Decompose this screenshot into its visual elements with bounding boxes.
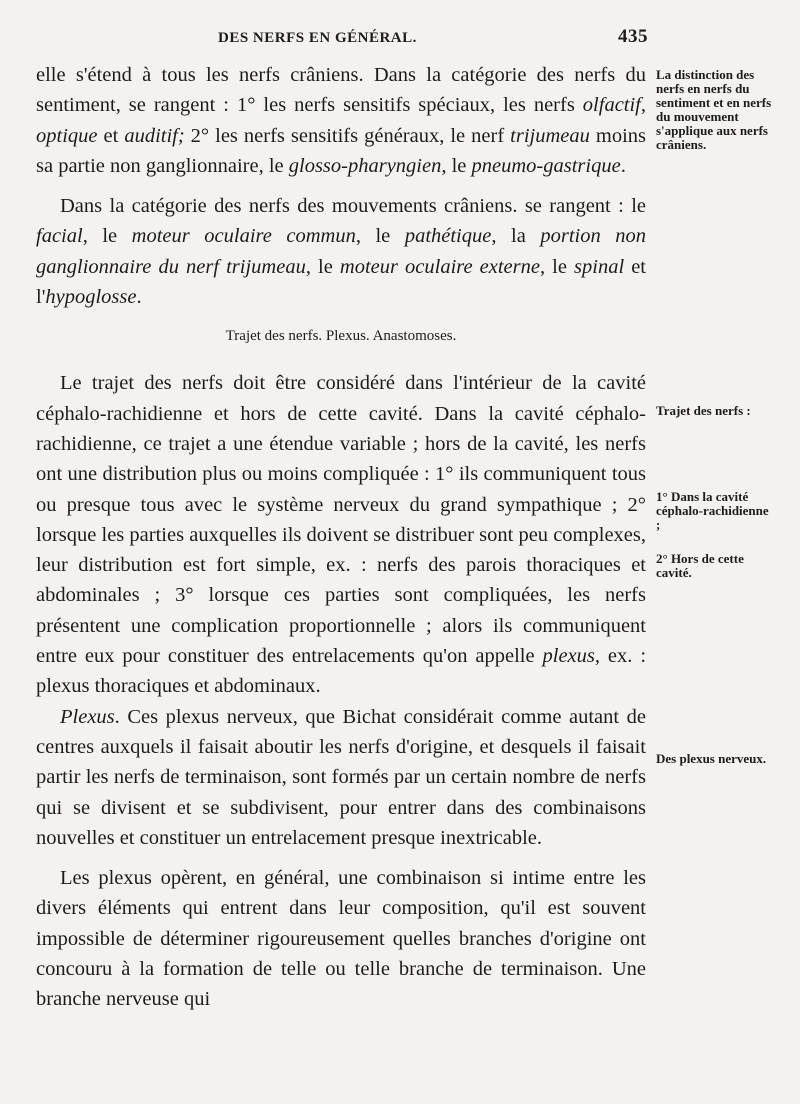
side-note-trajet: Trajet des nerfs : <box>656 403 751 418</box>
text-run: . <box>136 286 142 309</box>
italic-term: auditif; <box>124 124 185 147</box>
text-run: et <box>97 124 125 147</box>
page-number: 435 <box>618 26 648 47</box>
italic-term: facial <box>36 225 83 248</box>
paragraph-nerfs-sentiment <box>36 60 646 181</box>
running-header-title: DES NERFS EN GÉNÉRAL. <box>218 30 417 46</box>
italic-term: pneumo-gastrique <box>471 154 621 177</box>
text-run: , le <box>305 255 340 278</box>
text-run: , ex. : plexus thoraciques et abdominaux. <box>36 645 647 698</box>
italic-term: pathétique <box>404 225 492 248</box>
text-run: , le <box>441 154 472 177</box>
italic-term: moteur oculaire commun <box>131 225 356 248</box>
italic-term: trijumeau <box>510 124 590 147</box>
main-text <box>36 60 646 1015</box>
text-run: , la <box>491 225 541 248</box>
running-header <box>218 26 648 47</box>
side-note-plexus: Des plexus nerveux. <box>656 751 767 766</box>
text-run: , le <box>355 225 405 248</box>
italic-term: portion non ganglionnaire du nerf trijumeau <box>36 225 646 278</box>
text-run: Dans la catégorie des nerfs des mouvements crâniens. se rangent : le <box>60 195 646 218</box>
paragraph-nerfs-mouvements <box>36 191 646 312</box>
italic-term: hypoglosse <box>45 286 137 309</box>
italic-term: spinal <box>574 255 625 278</box>
paragraph-combinaison <box>36 863 646 1014</box>
text-run: moins sa partie non ganglionnaire, le <box>36 124 646 177</box>
text-run: Les plexus opèrent, en général, une combinaison si intime entre les divers éléments qui entrent dans leur composition, qu'il est souvent impossible de déterminer rigoureusement quelles branches d'origine ont concouru à la formation de telle ou telle branche de terminaison. Une branche nerveuse qui <box>36 867 646 1011</box>
text-run: . Ces plexus nerveux, que Bichat considérait comme autant de centres auxquels il faisait aboutir les nerfs d'origine, et desquels il faisait partir les nerfs de terminaison, sont formés par un certain nombre de nerfs qui se divisent et se subdivisent, pour entrer dans des combinaisons nouvelles et constituer un entrelacement presque inextricable. <box>36 705 646 849</box>
section-title: Trajet des nerfs. Plexus. Anastomoses. <box>225 328 457 345</box>
text-run: . <box>620 154 626 177</box>
text-run: elle s'étend à tous les nerfs crâniens. Dans la catégorie des nerfs du sentiment, se rangent : 1° les nerfs sensitifs spéciaux, les nerfs <box>36 64 646 117</box>
text-run: , le <box>539 255 575 278</box>
text-run: 2° les nerfs sensitifs généraux, le nerf <box>184 124 511 147</box>
italic-term: glosso-pharyngien <box>288 154 442 177</box>
side-note-cavite-interieur: 1° Dans la cavité céphalo-rachidienne ; <box>656 489 769 532</box>
paragraph-plexus <box>36 702 646 853</box>
side-note-distinction: La distinction des nerfs en nerfs du sentiment et en nerfs du mouvement s'applique aux nerfs crâniens. <box>656 67 772 152</box>
italic-term: plexus <box>542 645 595 668</box>
paragraph-trajet <box>36 368 646 701</box>
side-note-cavite-exterieur: 2° Hors de cette cavité. <box>656 551 744 580</box>
text-run: et l' <box>36 255 646 309</box>
text-run: Le trajet des nerfs doit être considéré dans l'intérieur de la cavité céphalo-rachidienne et hors de cette cavité. Dans la cavité céphalo-rachidienne, ce trajet a une étendue variable ; hors de la cavité, les nerfs ont une distribution plus ou moins compliquée : 1° ils communiquent tous ou presque tous avec le système nerveux du grand sympathique ; 2° lorsque les parties auxquelles ils doivent se distribuer sont peu complexes, leur distribution est fort simple, ex. : nerfs des parois thoraciques et abdominales ; 3° lorsque ces parties sont compliquées, les nerfs présentent une complication proportionnelle ; alors ils communiquent entre eux pour constituer des entrelacements qu'on appelle <box>36 372 646 668</box>
italic-term: Plexus <box>60 705 115 728</box>
italic-term: olfactif, optique <box>36 94 646 147</box>
italic-term: moteur oculaire externe <box>339 255 540 278</box>
text-run: , le <box>82 225 132 248</box>
